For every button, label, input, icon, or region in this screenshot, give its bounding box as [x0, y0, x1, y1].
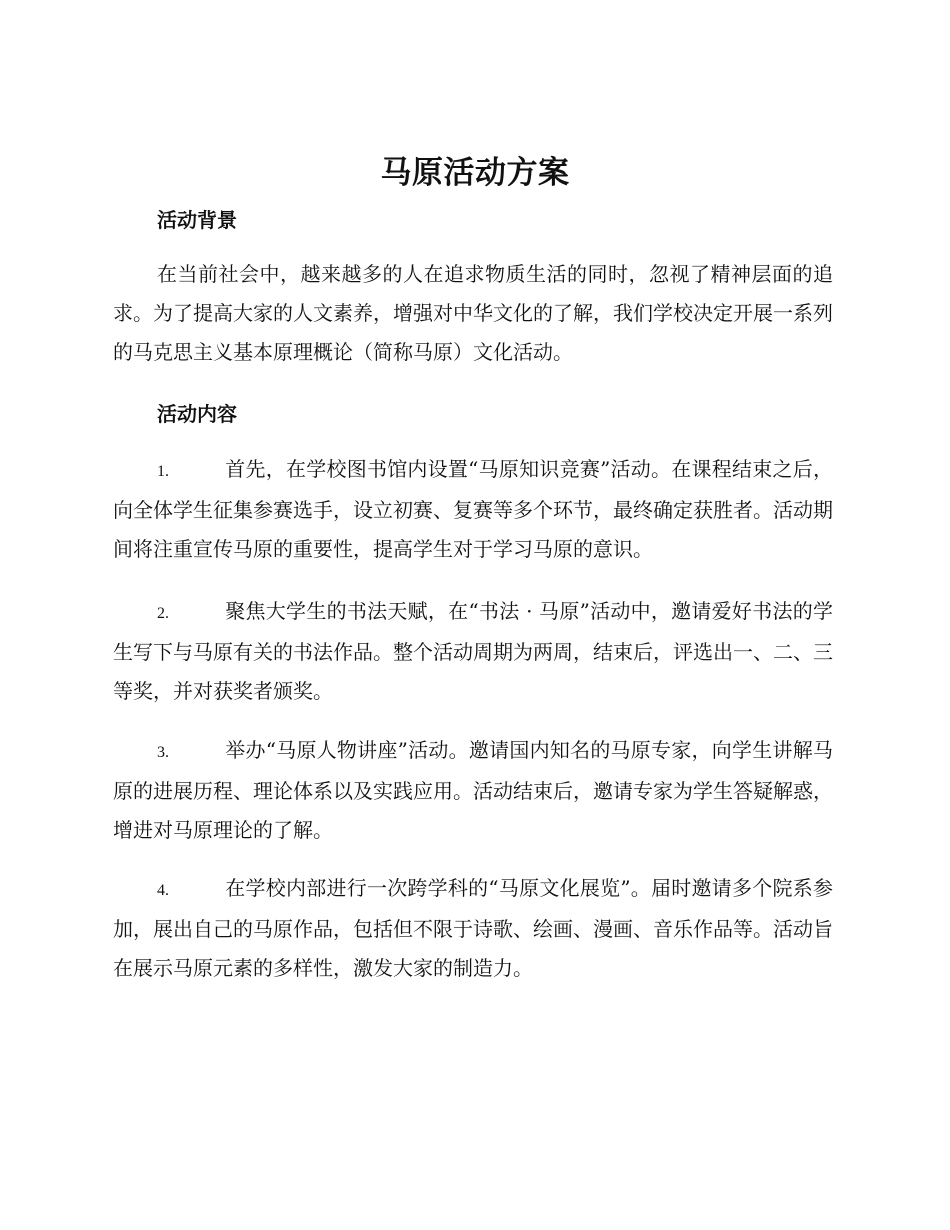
- list-item-text: 举办“马原人物讲座”活动。邀请国内知名的马原专家，向学生讲解马原的进展历程、理论体系以及实践应用。活动结束后，邀请专家为学生答疑解惑，增进对马原理论的了解。: [113, 738, 833, 842]
- list-item-number: 1.: [157, 463, 169, 480]
- list-item: [113, 731, 833, 850]
- section-heading-content: 活动内容: [157, 402, 237, 426]
- list-item: [113, 869, 833, 988]
- list-item-text: 在学校内部进行一次跨学科的“马原文化展览”。届时邀请多个院系参加，展出自己的马原作品，包括但不限于诗歌、绘画、漫画、音乐作品等。活动旨在展示马原元素的多样性，激发大家的制造力。: [113, 876, 833, 980]
- section-heading-background: 活动背景: [157, 208, 237, 232]
- background-paragraph: 在当前社会中，越来越多的人在追求物质生活的同时，忽视了精神层面的追求。为了提高大家的人文素养，增强对中华文化的了解，我们学校决定开展一系列的马克思主义基本原理概论（简称马原）文化活动。: [113, 262, 833, 364]
- list-item-text: 首先，在学校图书馆内设置“马原知识竞赛”活动。在课程结束之后，向全体学生征集参赛选手，设立初赛、复赛等多个环节，最终确定获胜者。活动期间将注重宣传马原的重要性，提高学生对于学习马原的意识。: [113, 457, 833, 561]
- list-item: [113, 592, 833, 711]
- list-item: [113, 450, 833, 569]
- list-item-text: 聚焦大学生的书法天赋，在“书法 · 马原”活动中，邀请爱好书法的学生写下与马原有关的书法作品。整个活动周期为两周，结束后，评选出一、二、三等奖，并对获奖者颁奖。: [113, 599, 833, 703]
- list-item-number: 2.: [157, 605, 169, 622]
- document-title: 马原活动方案: [380, 155, 570, 191]
- list-item-number: 3.: [157, 744, 169, 761]
- list-item-number: 4.: [157, 882, 169, 899]
